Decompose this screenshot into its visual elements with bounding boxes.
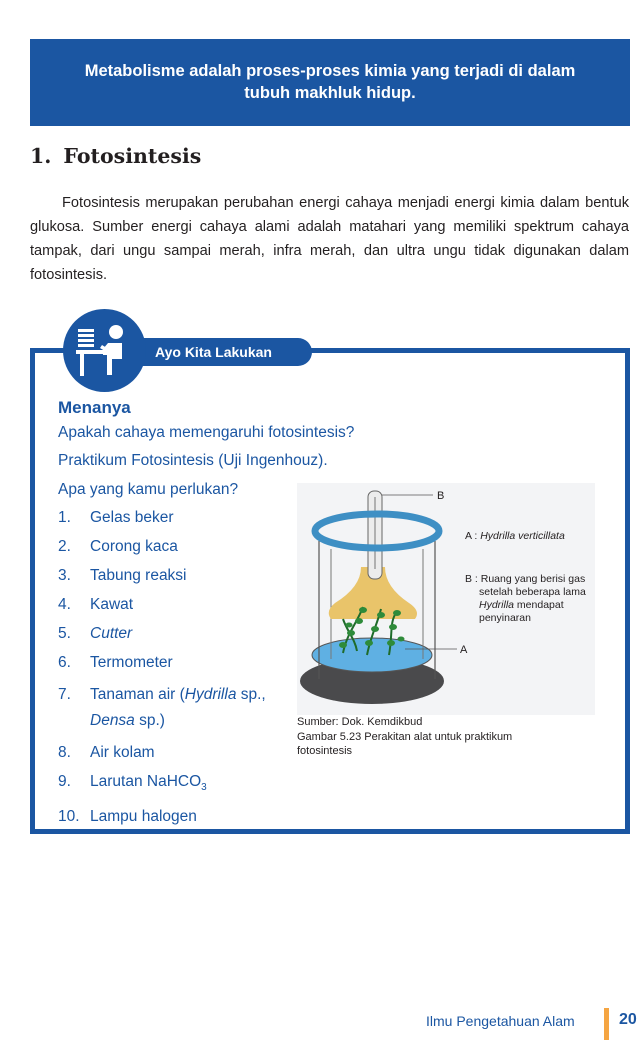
list-item: 2. Corong kaca xyxy=(58,538,178,555)
figure-caption xyxy=(297,715,547,759)
materials-list xyxy=(58,508,290,827)
label-b: B xyxy=(437,490,445,502)
list-item: 7. Tanaman air (Hydrilla sp., Densa sp.) xyxy=(58,686,266,729)
section-number: 1. xyxy=(30,144,52,168)
activity-heading: Menanya xyxy=(58,398,131,417)
legend-b-line4: penyinaran xyxy=(479,612,531,624)
legend-b-line3: Hydrilla mendapat xyxy=(479,599,564,611)
section-title xyxy=(30,144,201,168)
section-title-text: Fotosintesis xyxy=(63,144,202,168)
ingenhousz-apparatus-figure xyxy=(297,483,595,715)
list-item: 3. Tabung reaksi xyxy=(58,567,187,584)
list-item: 5. Cutter xyxy=(58,625,133,642)
figure-caption-text: Gambar 5.23 Perakitan alat untuk praktikum fotosintesis xyxy=(297,730,513,757)
question-text: Apakah cahaya memengaruhi fotosintesis? xyxy=(58,424,355,441)
banner-text: Metabolisme adalah proses-proses kimia yang terjadi di dalam tubuh makhluk hidup. xyxy=(84,62,576,102)
label-a: A xyxy=(460,644,468,656)
intro-paragraph: Fotosintesis merupakan perubahan energi cahaya menjadi energi kimia dalam bentuk glukosa. Sumber energi cahaya alami adalah matahari yang memiliki spektrum cahaya tampak, dari ungu sampai merah, infra merah, dan ultra ungu tidak digunakan dalam fotosintesis. xyxy=(30,195,629,283)
legend-b-line1: B : Ruang yang berisi gas xyxy=(465,573,586,585)
list-item: 4. Kawat xyxy=(58,596,134,613)
legend-b-line2: setelah beberapa lama xyxy=(479,586,586,598)
page-number: 20 xyxy=(619,1011,637,1028)
footer-divider xyxy=(604,1008,609,1040)
experiment-title: Praktikum Fotosintesis (Uji Ingenhouz). xyxy=(58,452,328,469)
activity-badge-label: Ayo Kita Lakukan xyxy=(155,344,272,360)
metabolism-banner xyxy=(30,39,630,126)
book-title: Ilmu Pengetahuan Alam xyxy=(426,1013,575,1029)
student-study-icon xyxy=(63,309,146,392)
figure-source: Sumber: Dok. Kemdikbud xyxy=(297,716,423,728)
list-item: 10. Lampu halogen xyxy=(58,808,197,826)
legend-a: A : Hydrilla verticillata xyxy=(465,530,565,542)
list-item: 9. Larutan NaHCO$_3$ xyxy=(58,773,207,794)
list-item: 6. Termometer xyxy=(58,654,173,671)
needs-heading: Apa yang kamu perlukan? xyxy=(58,481,239,498)
list-item: 1. Gelas beker xyxy=(58,509,174,526)
activity-badge xyxy=(118,338,312,366)
list-item: 8. Air kolam xyxy=(58,744,155,761)
